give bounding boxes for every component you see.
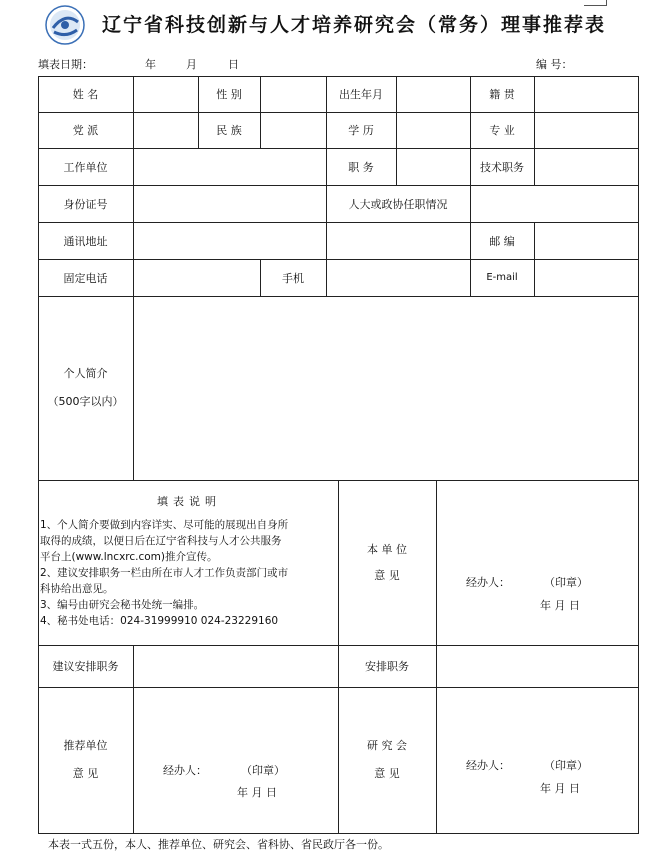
recommend-date: 年 月 日 <box>237 786 277 799</box>
recommend-opinion-line2: 意 见 <box>72 767 99 780</box>
fill-day: 日 <box>228 58 239 71</box>
party-field[interactable] <box>133 112 198 148</box>
society-opinion-field[interactable] <box>436 687 638 833</box>
fill-year: 年 <box>145 58 156 71</box>
postcode-label: 邮 编 <box>489 234 515 248</box>
corner-mark <box>584 0 607 6</box>
email-label: E-mail <box>486 272 518 283</box>
society-opinion-label <box>338 687 436 833</box>
recommend-seal-label: （印章） <box>241 764 285 777</box>
instructions-title: 填表说明 <box>157 495 221 508</box>
society-seal-label: （印章） <box>544 759 588 772</box>
name-label: 姓 名 <box>72 88 99 101</box>
id-number-label: 身份证号 <box>63 197 108 211</box>
number-label: 编 号： <box>536 58 573 71</box>
party-label: 党 派 <box>72 124 99 137</box>
instruction-line: 科协给出意见。 <box>40 583 114 595</box>
postcode-field[interactable] <box>534 222 638 259</box>
workplace-field[interactable] <box>133 148 326 185</box>
tech-title-field[interactable] <box>534 148 638 185</box>
arranged-post-field[interactable] <box>436 645 638 687</box>
landline-field[interactable] <box>133 259 260 296</box>
recommend-handler-label: 经办人： <box>163 764 207 777</box>
birth-label: 出生年月 <box>339 88 383 101</box>
instruction-line: 取得的成绩，以便日后在辽宁省科技与人才公共服务 <box>40 535 282 547</box>
instruction-line: 平台上(www.lncxrc.com)推介宣传。 <box>40 551 218 563</box>
email-field[interactable] <box>534 259 638 296</box>
name-field[interactable] <box>133 76 198 112</box>
fill-info-row <box>0 56 670 72</box>
native-place-label: 籍 贯 <box>489 88 515 101</box>
tech-title-label: 技术职务 <box>480 160 524 174</box>
mobile-field[interactable] <box>326 259 470 296</box>
profile-label-line1: 个人简介 <box>63 367 108 380</box>
society-handler-label: 经办人： <box>466 759 510 772</box>
footer-note: 本表一式五份，本人、推荐单位、研究会、省科协、省民政厅各一份。 <box>48 838 389 851</box>
ethnic-label: 民 族 <box>216 124 242 137</box>
unit-opinion-line2: 意 见 <box>374 568 400 582</box>
suggest-post-field[interactable] <box>133 645 338 687</box>
major-field[interactable] <box>534 112 638 148</box>
recommend-opinion-label <box>38 687 133 833</box>
instruction-line: 2、建议安排职务一栏由所在市人才工作负责部门或市 <box>40 567 289 579</box>
instruction-line: 4、秘书处电话：024-31999910 024-23229160 <box>40 615 279 627</box>
landline-label: 固定电话 <box>63 271 108 285</box>
position-label: 职 务 <box>348 160 374 174</box>
address-label: 通讯地址 <box>63 234 108 248</box>
form-header <box>0 0 670 50</box>
mobile-label: 手机 <box>282 271 304 285</box>
recommend-opinion-line1: 推荐单位 <box>63 739 108 752</box>
unit-opinion-line1: 本 单 位 <box>367 542 407 556</box>
fill-month: 月 <box>186 58 197 71</box>
society-opinion-line1: 研 究 会 <box>367 739 407 752</box>
unit-opinion-label <box>338 480 436 645</box>
npc-cppcc-label: 人大或政协任职情况 <box>348 197 448 211</box>
arranged-post-label: 安排职务 <box>365 660 409 673</box>
instruction-line: 3、编号由研究会秘书处统一编排。 <box>40 599 205 611</box>
ethnic-field[interactable] <box>260 112 326 148</box>
suggest-post-label: 建议安排职务 <box>52 660 119 673</box>
birth-field[interactable] <box>396 76 470 112</box>
profile-field[interactable] <box>133 296 638 480</box>
address-field[interactable] <box>133 222 470 259</box>
native-place-field[interactable] <box>534 76 638 112</box>
gender-label: 性 别 <box>216 88 242 101</box>
profile-label <box>38 296 133 480</box>
npc-cppcc-field[interactable] <box>470 185 638 222</box>
major-label: 专 业 <box>489 124 515 137</box>
unit-handler-label: 经办人： <box>466 576 510 589</box>
recommend-opinion-field[interactable] <box>133 687 338 833</box>
form-title: 辽宁省科技创新与人才培养研究会（常务）理事推荐表 <box>102 14 607 36</box>
unit-date: 年 月 日 <box>540 599 580 612</box>
association-globe-logo <box>40 4 90 46</box>
unit-opinion-field[interactable] <box>436 480 638 645</box>
education-label: 学 历 <box>348 124 374 137</box>
fill-date-label: 填表日期： <box>38 58 93 71</box>
position-field[interactable] <box>396 148 470 185</box>
gender-field[interactable] <box>260 76 326 112</box>
workplace-label: 工作单位 <box>63 160 108 174</box>
unit-seal-label: （印章） <box>544 576 588 589</box>
instructions-list <box>40 517 336 629</box>
society-opinion-line2: 意 见 <box>374 767 400 780</box>
education-field[interactable] <box>396 112 470 148</box>
id-number-field[interactable] <box>133 185 326 222</box>
instruction-line: 1、个人简介要做到内容详实、尽可能的展现出自身所 <box>40 519 289 531</box>
profile-label-line2: （500字以内） <box>47 395 124 408</box>
society-date: 年 月 日 <box>540 782 580 795</box>
